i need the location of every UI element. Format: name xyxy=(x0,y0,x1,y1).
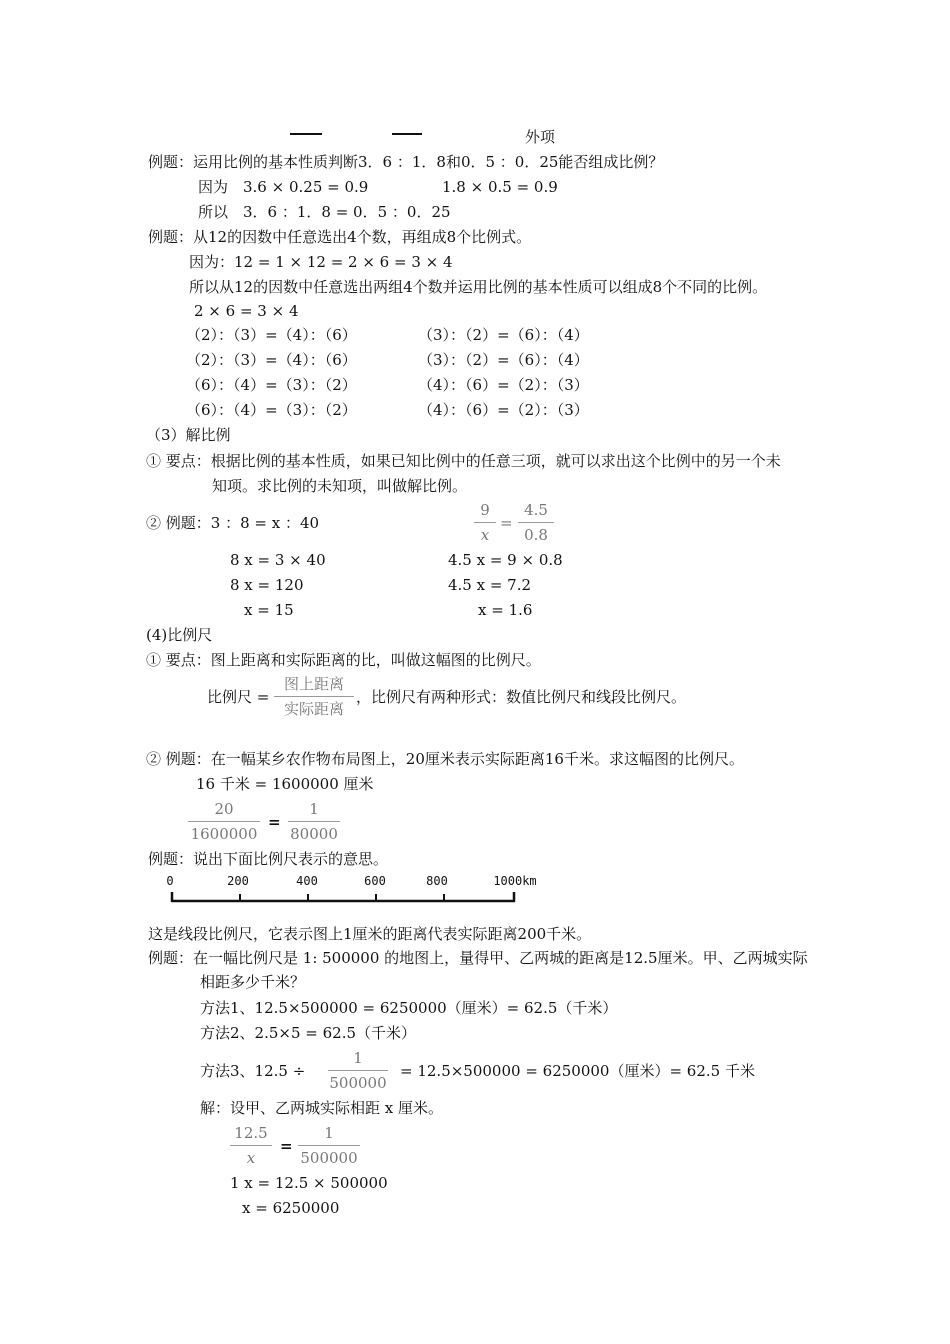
scale-ex3-title: 例题：说出下面比例尺表示的意思。 xyxy=(148,850,389,868)
ex4-sol-frac-2 xyxy=(298,1123,360,1168)
ex2-row-1-right: （3）：（2）=（6）：（4） xyxy=(418,326,589,344)
scale-frac-2-num: 1 xyxy=(288,799,340,822)
line-scale-tick-1000: 1000km xyxy=(493,874,537,888)
ex4-sol-frac-2-num: 1 xyxy=(298,1123,360,1146)
ex4-method-3-prefix: 方法3、12.5 ÷ xyxy=(200,1062,306,1080)
scale-frac-2-den: 80000 xyxy=(290,825,338,843)
ex2-row-4-right: （4）：（6）=（2）：（3） xyxy=(418,401,589,419)
outer-term-label: 外项 xyxy=(525,128,556,146)
line-scale-tick-600: 600 xyxy=(364,874,386,888)
solve-point-line1: ① 要点：根据比例的基本性质，如果已知比例中的任意三项，就可以求出这个比例中的另一个未 xyxy=(146,452,781,470)
scale-conversion: 16 千米 = 1600000 厘米 xyxy=(196,775,374,793)
scale-frac-1-num: 20 xyxy=(188,799,260,822)
solve-frac-right-num: 4.5 xyxy=(518,500,554,523)
ex4-method-2: 方法2、2.5×5 = 62.5（千米） xyxy=(200,1024,417,1042)
solve-heading: （3）解比例 xyxy=(146,426,231,444)
ex4-title-line2: 相距多少千米？ xyxy=(200,973,306,991)
scale-formula-num: 图上距离 xyxy=(274,674,354,697)
scale-frac-2 xyxy=(288,799,340,844)
line-scale-tick-0: 0 xyxy=(166,874,174,888)
ex1-title: 例题：运用比例的基本性质判断3．6 ：1．8和0．5 ：0．25能否组成比例？ xyxy=(148,153,664,171)
solve-frac-left-num: 9 xyxy=(474,500,496,523)
scale-example: ② 例题：在一幅某乡农作物布局图上，20厘米表示实际距离16千米。求这幅图的比例尺。 xyxy=(146,750,744,768)
solve-frac-left xyxy=(474,500,496,545)
ex4-sol-step-1: 1 x = 12.5 × 500000 xyxy=(230,1174,388,1192)
ex2-row-3-left: （6）：（4）=（3）：（2） xyxy=(186,376,357,394)
top-dash-2 xyxy=(392,133,422,135)
ex1-because-right: 1.8 × 0.5 = 0.9 xyxy=(442,178,558,196)
ex2-row-2-left: （2）：（3）=（4）：（6） xyxy=(186,351,357,369)
ex4-title-line1: 例题：在一幅比例尺是 1: 500000 的地图上，量得甲、乙两城的距离是12.5厘米。甲、乙两城实际 xyxy=(148,949,808,967)
solve-right-step-2: 4.5 x = 7.2 xyxy=(448,576,532,594)
scale-frac-1-den: 1600000 xyxy=(190,825,258,843)
top-dash-1 xyxy=(290,133,322,135)
ex2-product: 2 × 6 = 3 × 4 xyxy=(194,302,299,320)
solve-point-line2: 知项。求比例的未知项，叫做解比例。 xyxy=(212,477,468,495)
scale-formula-den: 实际距离 xyxy=(283,700,344,718)
solve-frac-equals: = xyxy=(500,514,513,532)
ex2-because: 因为：12 = 1 × 12 = 2 × 6 = 3 × 4 xyxy=(189,253,453,271)
ex4-method-3-suffix: = 12.5×500000 = 6250000（厘米）= 62.5 千米 xyxy=(400,1062,755,1080)
ex4-sol-step-2: x = 6250000 xyxy=(242,1199,340,1217)
ex4-sol-frac-1-num: 12.5 xyxy=(230,1123,272,1146)
line-scale-tick-800: 800 xyxy=(426,874,448,888)
ex4-method-3-frac xyxy=(328,1048,388,1093)
scale-frac-equals: = xyxy=(268,813,281,831)
ex2-therefore: 所以从12的因数中任意选出两组4个数并运用比例的基本性质可以组成8个不同的比例。 xyxy=(189,278,768,296)
scale-formula-frac xyxy=(274,674,354,719)
ex4-sol-frac-1-den: x xyxy=(246,1149,256,1167)
solve-right-step-3: x = 1.6 xyxy=(478,601,533,619)
solve-left-step-1: 8 x = 3 × 40 xyxy=(230,551,326,569)
ex2-row-1-left: （2）：（3）=（4）：（6） xyxy=(186,326,357,344)
ex4-method-3-num: 1 xyxy=(328,1048,388,1071)
solve-frac-left-den: x xyxy=(480,526,490,544)
scale-frac-1 xyxy=(188,799,260,844)
scale-point: ① 要点：图上距离和实际距离的比，叫做这幅图的比例尺。 xyxy=(146,651,541,669)
scale-formula-rest: ，比例尺有两种形式：数值比例尺和线段比例尺。 xyxy=(356,688,687,706)
ex4-sol-frac-equals: = xyxy=(280,1137,293,1155)
line-scale xyxy=(160,868,560,908)
ex1-because-left: 因为 3.6 × 0.25 = 0.9 xyxy=(198,178,369,196)
solve-frac-right xyxy=(518,500,554,545)
ex2-row-4-left: （6）：（4）=（3）：（2） xyxy=(186,401,357,419)
ex4-method-1: 方法1、12.5×500000 = 6250000（厘米）= 62.5（千米） xyxy=(200,999,618,1017)
ex2-row-2-right: （3）：（2）=（6）：（4） xyxy=(418,351,589,369)
scale-formula-lhs: 比例尺 = xyxy=(207,688,270,706)
scale-heading: (4)比例尺 xyxy=(146,626,213,644)
ex2-title: 例题：从12的因数中任意选出4个数，再组成8个比例式。 xyxy=(148,228,532,246)
solve-example-label: ② 例题：3 ：8 = x ：40 xyxy=(146,514,320,532)
ex4-method-3-den: 500000 xyxy=(329,1074,387,1092)
ex1-therefore: 所以 3．6 ：1．8 = 0．5 ：0．25 xyxy=(198,203,451,221)
line-scale-tick-200: 200 xyxy=(227,874,249,888)
scale-ex3-answer: 这是线段比例尺，它表示图上1厘米的距离代表实际距离200千米。 xyxy=(148,925,592,943)
ex4-sol-frac-2-den: 500000 xyxy=(300,1149,358,1167)
ex2-row-3-right: （4）：（6）=（2）：（3） xyxy=(418,376,589,394)
solve-right-step-1: 4.5 x = 9 × 0.8 xyxy=(448,551,563,569)
solve-left-step-2: 8 x = 120 xyxy=(230,576,304,594)
solve-left-step-3: x = 15 xyxy=(244,601,294,619)
ex4-sol-frac-1 xyxy=(230,1123,272,1168)
line-scale-tick-400: 400 xyxy=(296,874,318,888)
ex4-solution-intro: 解：设甲、乙两城实际相距 x 厘米。 xyxy=(200,1099,443,1117)
solve-frac-right-den: 0.8 xyxy=(524,526,548,544)
